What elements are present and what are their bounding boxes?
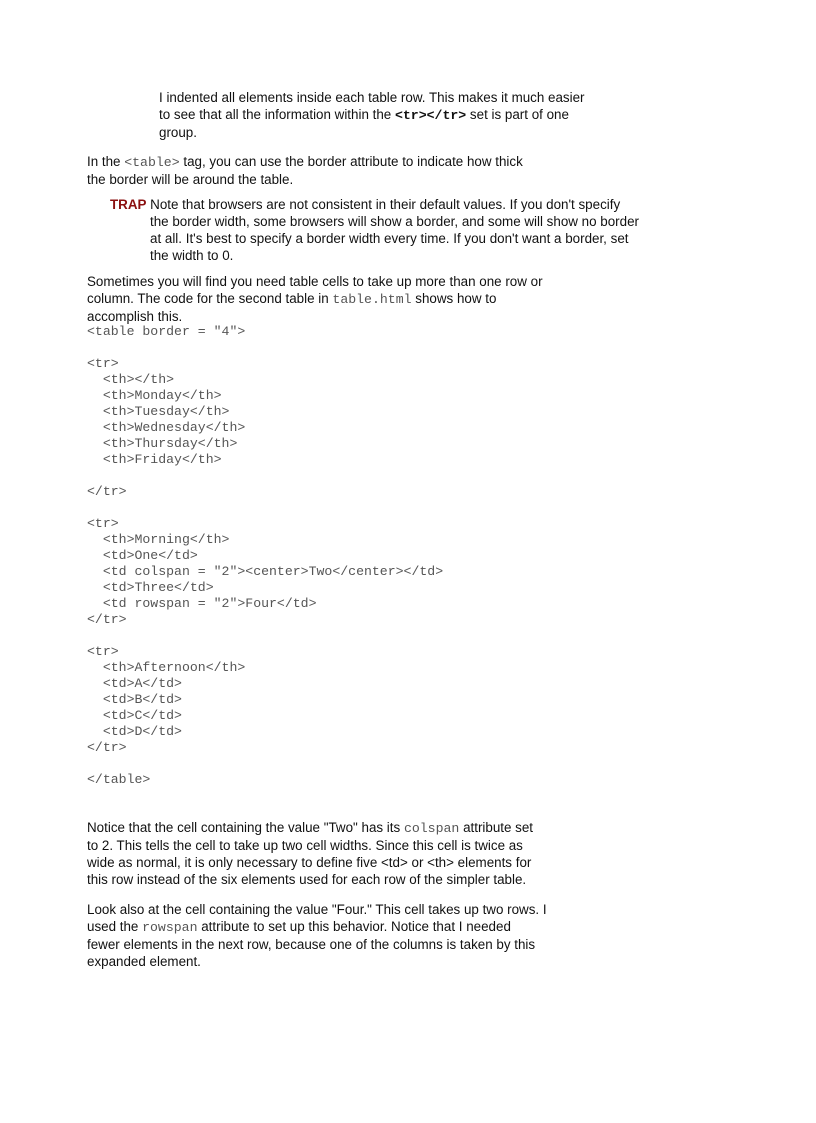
trap-label: TRAP bbox=[110, 197, 147, 212]
colspan-explanation-paragraph bbox=[87, 819, 547, 888]
para3-inline-code: colspan bbox=[403, 821, 460, 836]
para2-text-after: shows how to accomplish this. bbox=[87, 291, 497, 324]
para3-text-before: Notice that the cell containing the value "Two" has its bbox=[87, 820, 404, 835]
para3-text-after: attribute set to 2. This tells the cell to take up two cell widths. Since this cell is twice as wide as normal, it is only necessary to define five <td> or <th> elements for this row instead of the six elements used for each row of the simpler table. bbox=[87, 820, 534, 887]
para2-text-before: Sometimes you will find you need table cells to take up more than one row or column. The code for the second table in bbox=[87, 274, 543, 306]
para1-inline-code: <table> bbox=[124, 155, 180, 170]
para4-text-after: attribute to set up this behavior. Notice that I needed fewer elements in the next row, because one of the columns is taken by this expanded element. bbox=[87, 919, 536, 969]
para4-text-before: Look also at the cell containing the value "Four." This cell takes up two rows. I used the bbox=[87, 902, 547, 934]
note-text-after: set is part of one group. bbox=[159, 107, 569, 140]
note-paragraph bbox=[159, 89, 599, 141]
para1-text-before: In the bbox=[87, 154, 125, 169]
para1-text-after: tag, you can use the border attribute to indicate how thick the border will be around the table. bbox=[87, 154, 523, 187]
note-text-before: I indented all elements inside each table row. This makes it much easier to see that all the information within the bbox=[159, 90, 585, 122]
note-inline-code: <tr></tr> bbox=[394, 108, 467, 123]
para2-inline-code: table.html bbox=[332, 292, 412, 307]
code-listing: <table border = "4"> <tr> <th></th> <th>Monday</th> <th>Tuesday</th> <th>Wednesday</th> <th>Thursday</th> <th>Friday</th> </tr> <tr> <th>Morning</th> <td>One</td> <td colspan = "2"><center>Two</center></td> <td>Three</td> <td rowspan = "2">Four</td> </tr> <tr> <th>Afternoon</th> <td>A</td> <td>B</td> <td>C</td> <td>D</td> </tr> </table> bbox=[87, 324, 444, 787]
trap-callout bbox=[110, 196, 640, 264]
border-attribute-paragraph bbox=[87, 153, 537, 188]
para4-inline-code: rowspan bbox=[142, 920, 198, 935]
rowspan-explanation-paragraph bbox=[87, 901, 547, 970]
trap-text: Note that browsers are not consistent in their default values. If you don't specify the border width, some browsers will show a border, and some will show no border at all. It's best to specify a border width every time. If you don't want a border, set the width to 0. bbox=[146, 197, 639, 263]
span-intro-paragraph bbox=[87, 273, 547, 325]
